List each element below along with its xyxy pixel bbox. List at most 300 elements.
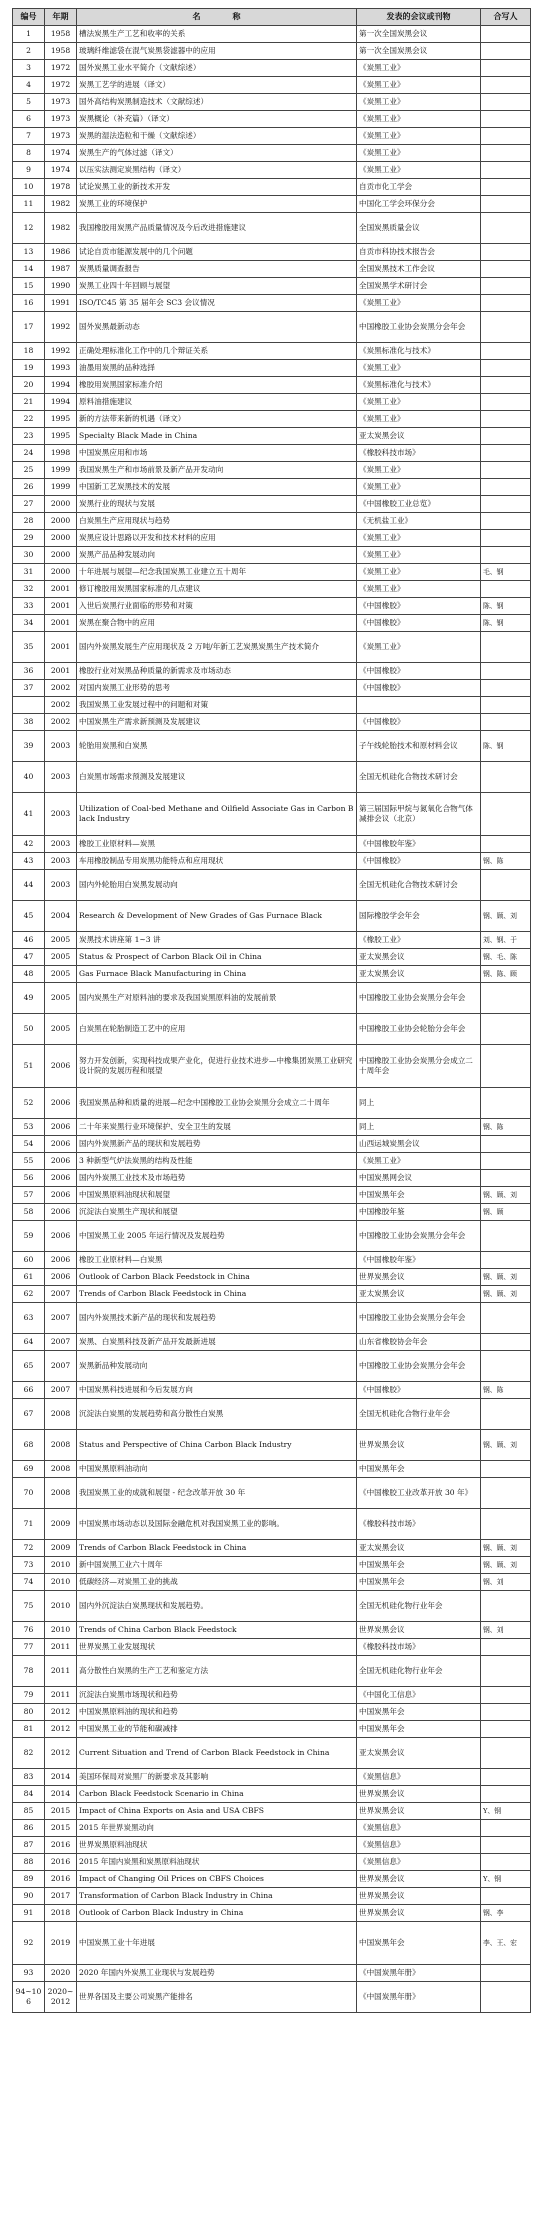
row-year: 2015 — [45, 1803, 77, 1820]
row-coauthor — [481, 663, 531, 680]
row-venue: 《炭黑工业》 — [357, 77, 481, 94]
row-year: 2003 — [45, 836, 77, 853]
row-number: 5 — [13, 94, 45, 111]
row-venue: 中国橡胶工业协会炭黑分会年会 — [357, 1303, 481, 1334]
row-venue: 亚太炭黑会议 — [357, 966, 481, 983]
row-number: 39 — [13, 731, 45, 762]
row-year: 2002 — [45, 714, 77, 731]
row-number: 43 — [13, 853, 45, 870]
row-year: 2006 — [45, 1221, 77, 1252]
row-title: 炭黑质量调查报告 — [77, 261, 357, 278]
row-number: 64 — [13, 1334, 45, 1351]
row-number: 77 — [13, 1639, 45, 1656]
row-year: 2008 — [45, 1399, 77, 1430]
row-number: 41 — [13, 793, 45, 836]
row-year: 1987 — [45, 261, 77, 278]
row-coauthor: 钢、毛、陈 — [481, 949, 531, 966]
row-title: 中国炭黑市场动态以及国际金融危机对我国炭黑工业的影响。 — [77, 1509, 357, 1540]
row-title: 油墨用炭黑的品种选择 — [77, 360, 357, 377]
table-row — [13, 1430, 531, 1461]
table-row — [13, 1769, 531, 1786]
row-number: 22 — [13, 411, 45, 428]
row-year: 2012 — [45, 1721, 77, 1738]
row-number: 63 — [13, 1303, 45, 1334]
row-number: 13 — [13, 244, 45, 261]
row-title: 2015 年国内炭黑和炭黑原料油现状 — [77, 1854, 357, 1871]
table-row — [13, 462, 531, 479]
row-number: 68 — [13, 1430, 45, 1461]
table-row — [13, 1221, 531, 1252]
table-row — [13, 360, 531, 377]
row-title: 十年进展与展望—纪念我国炭黑工业建立五十周年 — [77, 564, 357, 581]
row-title: 原料油措施建议 — [77, 394, 357, 411]
row-coauthor — [481, 1854, 531, 1871]
row-venue: 亚太炭黑会议 — [357, 1738, 481, 1769]
row-coauthor: 陈、钢 — [481, 615, 531, 632]
row-coauthor — [481, 547, 531, 564]
row-year: 2020~2012 — [45, 1982, 77, 2013]
row-number: 84 — [13, 1786, 45, 1803]
row-coauthor — [481, 1014, 531, 1045]
row-venue: 同上 — [357, 1088, 481, 1119]
row-venue: 中国橡胶工业协会炭黑分会年会 — [357, 1351, 481, 1382]
table-row — [13, 932, 531, 949]
row-venue: 全国无机硅化合物技术研讨会 — [357, 870, 481, 901]
row-year: 2006 — [45, 1119, 77, 1136]
row-year: 2007 — [45, 1351, 77, 1382]
row-coauthor — [481, 360, 531, 377]
row-coauthor — [481, 445, 531, 462]
row-title: 2020 年国内外炭黑工业现状与发展趋势 — [77, 1965, 357, 1982]
row-venue: 《炭黑工业》 — [357, 394, 481, 411]
table-row — [13, 128, 531, 145]
row-venue: 《无机盐工业》 — [357, 513, 481, 530]
row-coauthor — [481, 43, 531, 60]
row-venue: 《中国橡胶》 — [357, 615, 481, 632]
row-coauthor — [481, 870, 531, 901]
table-row — [13, 1871, 531, 1888]
row-venue: 《炭黑工业》 — [357, 128, 481, 145]
row-number: 75 — [13, 1591, 45, 1622]
row-venue: 世界炭黑会议 — [357, 1803, 481, 1820]
table-row — [13, 1399, 531, 1430]
row-year: 2000 — [45, 564, 77, 581]
table-row — [13, 1014, 531, 1045]
row-venue: 《中国橡胶工业总览》 — [357, 496, 481, 513]
row-title: 国外炭黑最新动态 — [77, 312, 357, 343]
row-title: 槽法炭黑生产工艺和收率的关系 — [77, 26, 357, 43]
row-venue: 中国炭黑年会 — [357, 1574, 481, 1591]
table-row — [13, 394, 531, 411]
row-year: 2006 — [45, 1153, 77, 1170]
row-title: 试论炭黑工业的新技术开发 — [77, 179, 357, 196]
row-venue: 中国化工学会环保分会 — [357, 196, 481, 213]
row-number: 91 — [13, 1905, 45, 1922]
row-number: 78 — [13, 1656, 45, 1687]
row-venue: 《橡胶科技市场》 — [357, 1639, 481, 1656]
row-year: 2016 — [45, 1854, 77, 1871]
row-number: 80 — [13, 1704, 45, 1721]
row-venue: 《中国炭黑年册》 — [357, 1965, 481, 1982]
table-row — [13, 680, 531, 697]
row-year: 1993 — [45, 360, 77, 377]
row-number: 31 — [13, 564, 45, 581]
row-number: 50 — [13, 1014, 45, 1045]
table-row — [13, 1170, 531, 1187]
row-coauthor — [481, 1399, 531, 1430]
row-title: Status and Perspective of China Carbon Black Industry — [77, 1430, 357, 1461]
table-row — [13, 1982, 531, 2013]
row-number: 27 — [13, 496, 45, 513]
row-venue: 自贡市化工学会 — [357, 179, 481, 196]
table-row — [13, 496, 531, 513]
row-coauthor — [481, 1303, 531, 1334]
row-venue: 山西运城炭黑会议 — [357, 1136, 481, 1153]
row-coauthor: 陈、钢 — [481, 598, 531, 615]
row-coauthor: 钢、陈 — [481, 1119, 531, 1136]
table-row — [13, 1334, 531, 1351]
table-row — [13, 428, 531, 445]
header-coauthor: 合写人 — [481, 9, 531, 26]
table-row — [13, 1303, 531, 1334]
row-venue: 全国无机硅化合物技术研讨会 — [357, 762, 481, 793]
table-row — [13, 1622, 531, 1639]
table-row — [13, 94, 531, 111]
row-venue: 第三届国际甲烷与氮氧化合物气体减排会议（北京） — [357, 793, 481, 836]
row-year: 2006 — [45, 1187, 77, 1204]
table-row — [13, 145, 531, 162]
row-number: 25 — [13, 462, 45, 479]
table-row — [13, 1461, 531, 1478]
row-year: 2014 — [45, 1769, 77, 1786]
header-year: 年期 — [45, 9, 77, 26]
table-row — [13, 1286, 531, 1303]
row-title: 中国炭黑原料油的现状和趋势 — [77, 1704, 357, 1721]
row-number: 26 — [13, 479, 45, 496]
table-row — [13, 1837, 531, 1854]
row-venue: 《炭黑工业》 — [357, 564, 481, 581]
row-venue: 中国橡胶工业协会炭黑分会年会 — [357, 312, 481, 343]
table-row — [13, 1721, 531, 1738]
row-venue: 山东省橡胶协会年会 — [357, 1334, 481, 1351]
row-year: 1978 — [45, 179, 77, 196]
row-title: ISO/TC45 第 35 届年会 SC3 会议情况 — [77, 295, 357, 312]
row-number: 42 — [13, 836, 45, 853]
row-number: 79 — [13, 1687, 45, 1704]
row-title: 中国炭黑工业的节能和碳减排 — [77, 1721, 357, 1738]
row-number: 30 — [13, 547, 45, 564]
table-row — [13, 312, 531, 343]
row-venue: 《炭黑工业》 — [357, 94, 481, 111]
row-coauthor — [481, 1591, 531, 1622]
row-number: 69 — [13, 1461, 45, 1478]
row-number: 70 — [13, 1478, 45, 1509]
row-year: 1995 — [45, 411, 77, 428]
row-coauthor: 李、王、宏 — [481, 1922, 531, 1965]
row-coauthor — [481, 496, 531, 513]
row-number: 48 — [13, 966, 45, 983]
row-number: 23 — [13, 428, 45, 445]
row-year: 2015 — [45, 1820, 77, 1837]
row-title: 中国炭黑原料油动向 — [77, 1461, 357, 1478]
row-number: 29 — [13, 530, 45, 547]
table-row — [13, 244, 531, 261]
row-venue: 《炭黑工业》 — [357, 581, 481, 598]
table-row — [13, 513, 531, 530]
row-title: 二十年来炭黑行业环境保护、安全卫生的发展 — [77, 1119, 357, 1136]
row-year: 2003 — [45, 731, 77, 762]
row-title: 沉淀法白炭黑的发展趋势和高分散性白炭黑 — [77, 1399, 357, 1430]
row-number: 47 — [13, 949, 45, 966]
row-title: 中国炭黑工业十年进展 — [77, 1922, 357, 1965]
row-title: 白炭黑市场需求预测及发展建议 — [77, 762, 357, 793]
row-year: 2007 — [45, 1334, 77, 1351]
row-year: 1999 — [45, 479, 77, 496]
row-title: 新中国炭黑工业六十周年 — [77, 1557, 357, 1574]
row-venue: 《炭黑工业》 — [357, 1153, 481, 1170]
row-number: 33 — [13, 598, 45, 615]
row-coauthor: 钢、李 — [481, 1905, 531, 1922]
row-coauthor — [481, 581, 531, 598]
row-title: Specialty Black Made in China — [77, 428, 357, 445]
row-venue: 《中国橡胶》 — [357, 680, 481, 697]
table-row — [13, 1704, 531, 1721]
row-year: 2011 — [45, 1639, 77, 1656]
row-year: 2001 — [45, 663, 77, 680]
row-title: 国外高结构炭黑制造技术（文献综述） — [77, 94, 357, 111]
row-coauthor: 钢、顾、刘 — [481, 1557, 531, 1574]
row-year: 2006 — [45, 1269, 77, 1286]
table-row — [13, 1136, 531, 1153]
table-row — [13, 479, 531, 496]
row-venue: 自贡市科协技术报告会 — [357, 244, 481, 261]
row-venue: 《炭黑工业》 — [357, 547, 481, 564]
row-number: 71 — [13, 1509, 45, 1540]
table-row — [13, 1738, 531, 1769]
table-row — [13, 1153, 531, 1170]
row-venue: 《中国橡胶》 — [357, 663, 481, 680]
row-coauthor — [481, 77, 531, 94]
row-title: 国内外炭黑工业技术及市场趋势 — [77, 1170, 357, 1187]
row-title: 我国炭黑生产和市场前景及新产品开发动向 — [77, 462, 357, 479]
row-number: 93 — [13, 1965, 45, 1982]
row-venue: 全国炭黑学术研讨会 — [357, 278, 481, 295]
row-venue: 《中国橡胶》 — [357, 714, 481, 731]
row-number: 40 — [13, 762, 45, 793]
table-row — [13, 1045, 531, 1088]
row-year: 2001 — [45, 581, 77, 598]
row-title: 世界炭黑工业发展现状 — [77, 1639, 357, 1656]
row-number: 94~106 — [13, 1982, 45, 2013]
row-number: 88 — [13, 1854, 45, 1871]
row-venue: 《炭黑工业》 — [357, 462, 481, 479]
row-year: 2000 — [45, 513, 77, 530]
row-venue: 《橡胶科技市场》 — [357, 445, 481, 462]
table-row — [13, 179, 531, 196]
row-title: Carbon Black Feedstock Scenario in China — [77, 1786, 357, 1803]
table-row — [13, 762, 531, 793]
row-year: 1972 — [45, 77, 77, 94]
row-venue: 《炭黑工业》 — [357, 411, 481, 428]
row-title: 炭黑行业的现状与发展 — [77, 496, 357, 513]
row-number: 59 — [13, 1221, 45, 1252]
row-title: 新的方法带来新的机遇（译文） — [77, 411, 357, 428]
row-venue: 《中国橡胶年鉴》 — [357, 836, 481, 853]
row-year: 1992 — [45, 343, 77, 360]
row-number: 24 — [13, 445, 45, 462]
row-venue: 世界炭黑会议 — [357, 1430, 481, 1461]
row-venue: 《炭黑信息》 — [357, 1837, 481, 1854]
row-number: 17 — [13, 312, 45, 343]
table-row — [13, 1687, 531, 1704]
row-coauthor — [481, 1351, 531, 1382]
row-coauthor: 钢、刘 — [481, 1622, 531, 1639]
row-year: 2008 — [45, 1478, 77, 1509]
row-number: 15 — [13, 278, 45, 295]
row-coauthor — [481, 278, 531, 295]
row-coauthor — [481, 1704, 531, 1721]
row-number: 73 — [13, 1557, 45, 1574]
table-row — [13, 1478, 531, 1509]
row-coauthor — [481, 428, 531, 445]
row-number: 89 — [13, 1871, 45, 1888]
row-number: 45 — [13, 901, 45, 932]
row-number: 11 — [13, 196, 45, 213]
row-venue: 中国橡胶工业协会轮胎分会年会 — [357, 1014, 481, 1045]
row-title: 中国炭黑工业 2005 年运行情况及发展趋势 — [77, 1221, 357, 1252]
row-venue: 世界炭黑会议 — [357, 1786, 481, 1803]
row-venue: 全国炭黑技术工作会议 — [357, 261, 481, 278]
row-year: 1990 — [45, 278, 77, 295]
row-number: 81 — [13, 1721, 45, 1738]
row-coauthor — [481, 295, 531, 312]
row-venue: 全国无机硅化物行业年会 — [357, 1656, 481, 1687]
table-row — [13, 530, 531, 547]
row-coauthor — [481, 377, 531, 394]
row-number: 4 — [13, 77, 45, 94]
row-venue: 《炭黑标准化与技术》 — [357, 377, 481, 394]
row-venue: 《炭黑工业》 — [357, 530, 481, 547]
row-coauthor — [481, 1221, 531, 1252]
table-row — [13, 1591, 531, 1622]
table-row — [13, 60, 531, 77]
table-row — [13, 1922, 531, 1965]
row-venue: 《橡胶工业》 — [357, 932, 481, 949]
row-title: 以压实法测定炭黑结构（译文） — [77, 162, 357, 179]
row-title: 国内外炭黑技术新产品的现状和发展趋势 — [77, 1303, 357, 1334]
row-title: Utilization of Coal-bed Methane and Oilfield Associate Gas in Carbon Black Industry — [77, 793, 357, 836]
row-year: 2020 — [45, 1965, 77, 1982]
row-coauthor — [481, 1334, 531, 1351]
table-row — [13, 615, 531, 632]
row-year: 1973 — [45, 111, 77, 128]
row-number: 35 — [13, 632, 45, 663]
row-year: 2010 — [45, 1622, 77, 1639]
row-title: Research & Development of New Grades of Gas Furnace Black — [77, 901, 357, 932]
row-number: 92 — [13, 1922, 45, 1965]
row-title: 炭黑产品品种发展动向 — [77, 547, 357, 564]
row-year: 2011 — [45, 1656, 77, 1687]
row-title: Outlook of Carbon Black Feedstock in China — [77, 1269, 357, 1286]
row-coauthor — [481, 394, 531, 411]
table-row — [13, 1854, 531, 1871]
table-row — [13, 1252, 531, 1269]
row-title: 中国新工艺炭黑技术的发展 — [77, 479, 357, 496]
row-venue: 《炭黑信息》 — [357, 1820, 481, 1837]
table-row — [13, 1382, 531, 1399]
row-coauthor: 钢、陈、顾 — [481, 966, 531, 983]
row-venue: 《炭黑信息》 — [357, 1769, 481, 1786]
row-title: Trends of China Carbon Black Feedstock — [77, 1622, 357, 1639]
row-number: 16 — [13, 295, 45, 312]
row-venue: 亚太炭黑会议 — [357, 1540, 481, 1557]
row-coauthor: 钢、顾、刘 — [481, 1286, 531, 1303]
row-coauthor — [481, 1639, 531, 1656]
row-year: 2008 — [45, 1430, 77, 1461]
row-coauthor — [481, 60, 531, 77]
table-row — [13, 1905, 531, 1922]
row-number: 65 — [13, 1351, 45, 1382]
row-coauthor — [481, 632, 531, 663]
row-number: 54 — [13, 1136, 45, 1153]
row-number: 34 — [13, 615, 45, 632]
row-coauthor — [481, 1888, 531, 1905]
row-title: 炭黑工艺学的进展（译文） — [77, 77, 357, 94]
row-number: 66 — [13, 1382, 45, 1399]
row-year: 2006 — [45, 1252, 77, 1269]
row-number: 19 — [13, 360, 45, 377]
row-venue: 全国炭黑质量会议 — [357, 213, 481, 244]
row-title: 世界炭黑原料油现状 — [77, 1837, 357, 1854]
row-venue: 《炭黑工业》 — [357, 295, 481, 312]
row-venue: 《中国橡胶工业改革开放 30 年》 — [357, 1478, 481, 1509]
row-coauthor: 钢、陈 — [481, 1382, 531, 1399]
table-row — [13, 793, 531, 836]
row-venue: 中国橡胶年鉴 — [357, 1204, 481, 1221]
row-number — [13, 697, 45, 714]
row-number: 14 — [13, 261, 45, 278]
table-row — [13, 598, 531, 615]
row-venue: 中国炭黑年会 — [357, 1922, 481, 1965]
row-year: 2009 — [45, 1509, 77, 1540]
row-title: 炭黑新品种发展动向 — [77, 1351, 357, 1382]
row-year: 2002 — [45, 680, 77, 697]
row-coauthor — [481, 94, 531, 111]
row-venue: 《中国橡胶》 — [357, 598, 481, 615]
row-title: 美国环保局对炭黑厂的新要求及其影响 — [77, 1769, 357, 1786]
row-venue: 《炭黑信息》 — [357, 1854, 481, 1871]
row-venue: 世界炭黑会议 — [357, 1871, 481, 1888]
row-year: 2005 — [45, 932, 77, 949]
row-venue: 《炭黑工业》 — [357, 60, 481, 77]
row-year: 2016 — [45, 1837, 77, 1854]
row-number: 72 — [13, 1540, 45, 1557]
row-title: 3 种新型气炉法炭黑的结构及性能 — [77, 1153, 357, 1170]
table-row — [13, 663, 531, 680]
row-coauthor — [481, 244, 531, 261]
row-title: Transformation of Carbon Black Industry in China — [77, 1888, 357, 1905]
row-year: 1973 — [45, 94, 77, 111]
row-number: 57 — [13, 1187, 45, 1204]
row-coauthor — [481, 793, 531, 836]
row-venue: 亚太炭黑会议 — [357, 428, 481, 445]
row-number: 2 — [13, 43, 45, 60]
table-row — [13, 1574, 531, 1591]
row-title: 国内炭黑生产对原料油的要求及我国炭黑原料油的发展前景 — [77, 983, 357, 1014]
row-year: 2014 — [45, 1786, 77, 1803]
row-number: 8 — [13, 145, 45, 162]
row-title: Trends of Carbon Black Feedstock in China — [77, 1286, 357, 1303]
